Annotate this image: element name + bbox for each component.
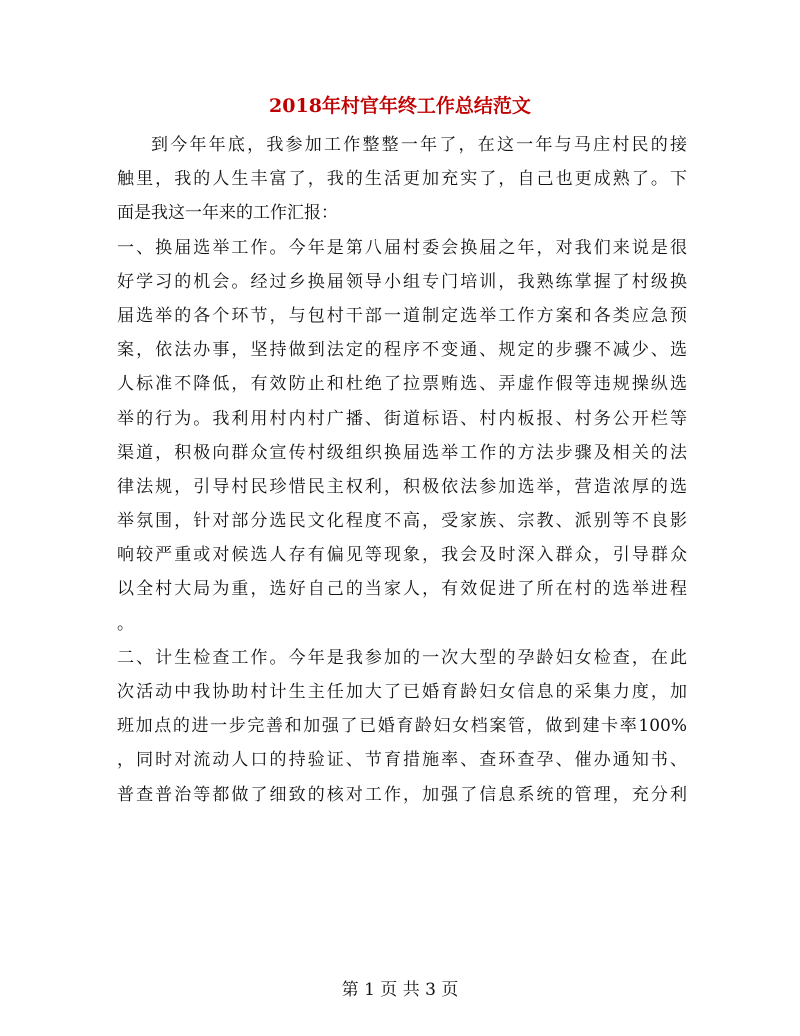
body-line: 。 — [117, 613, 134, 634]
body-line: 面是我这一年来的工作汇报： — [117, 203, 338, 224]
body-line: 二、计生检查工作。今年是我参加的一次大型的孕龄妇女检查，在此 — [117, 647, 687, 668]
body-line: 人标准不降低，有效防止和杜绝了拉票贿选、弄虚作假等违规操纵选 — [117, 374, 687, 395]
body-line: 举氛围，针对部分选民文化程度不高，受家族、宗教、派别等不良影 — [117, 511, 687, 532]
body-line: 一、换届选举工作。今年是第八届村委会换届之年，对我们来说是很 — [117, 237, 687, 258]
body-line: 渠道，积极向群众宣传村级组织换届选举工作的方法步骤及相关的法 — [117, 442, 687, 463]
body-line: 届选举的各个环节，与包村干部一道制定选举工作方案和各类应急预 — [117, 305, 687, 326]
body-line: 到今年年底，我参加工作整整一年了，在这一年与马庄村民的接 — [151, 135, 687, 155]
body-line: 班加点的进一步完善和加强了已婚育龄妇女档案管，做到建卡率100% — [117, 716, 687, 737]
body-line: 普查普治等都做了细致的核对工作，加强了信息系统的管理，充分利 — [117, 784, 687, 805]
body-line: 举的行为。我利用村内村广播、街道标语、村内板报、村务公开栏等 — [117, 408, 687, 429]
body-line: 响较严重或对候选人存有偏见等现象，我会及时深入群众，引导群众 — [117, 545, 687, 566]
body-line: 好学习的机会。经过乡换届领导小组专门培训，我熟练掌握了村级换 — [117, 271, 687, 292]
document-title: 2018年村官年终工作总结范文 — [269, 95, 531, 117]
page-number-footer: 第 1 页 共 3 页 — [341, 980, 459, 1000]
body-line: 律法规，引导村民珍惜民主权利，积极依法参加选举，营造浓厚的选 — [117, 476, 687, 497]
document-body — [117, 128, 687, 812]
body-line: 触里，我的人生丰富了，我的生活更加充实了，自己也更成熟了。下 — [117, 169, 687, 190]
body-line: 案，依法办事，坚持做到法定的程序不变通、规定的步骤不减少、选 — [117, 340, 687, 361]
body-line: 次活动中我协助村计生主任加大了已婚育龄妇女信息的采集力度，加 — [117, 682, 687, 702]
body-line: ，同时对流动人口的持验证、节育措施率、查环查孕、催办通知书、 — [117, 750, 687, 771]
body-line: 以全村大局为重，选好自己的当家人，有效促进了所在村的选举进程 — [117, 579, 687, 600]
